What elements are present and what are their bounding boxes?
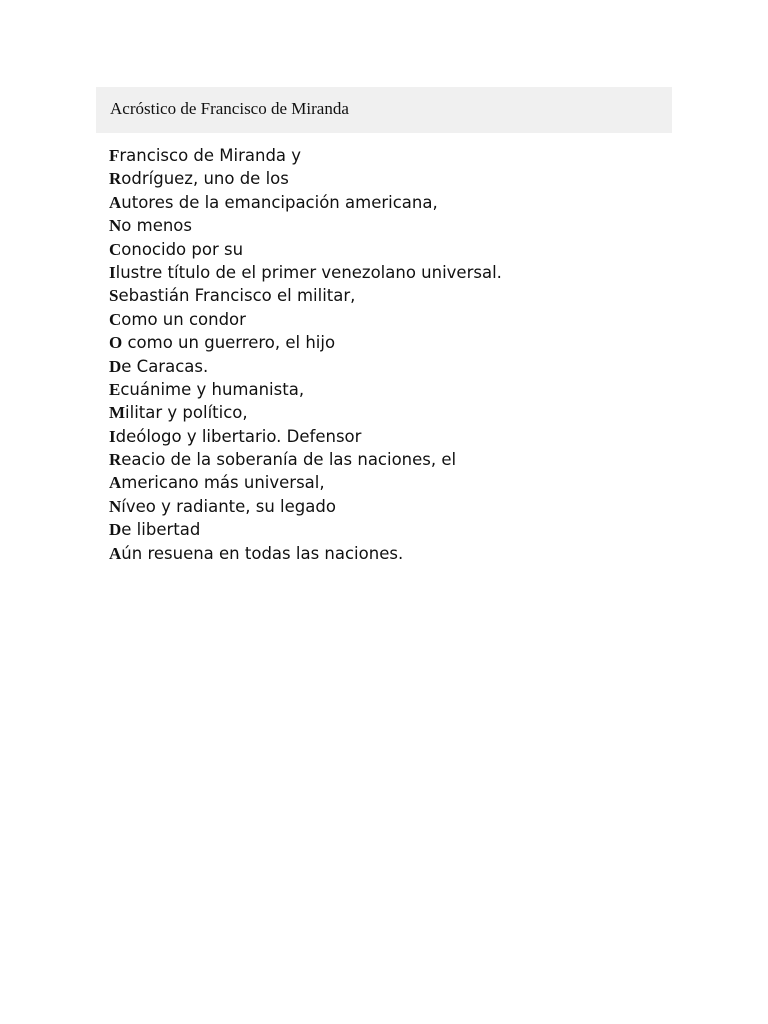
acrostic-poem [109, 144, 669, 565]
line-initial: D [109, 356, 122, 376]
line-text: rancisco de Miranda y [119, 146, 302, 165]
poem-line [109, 425, 669, 448]
line-initial: C [109, 239, 122, 259]
line-text: ilitar y político, [125, 403, 248, 423]
line-initial: I [109, 426, 116, 446]
line-text: utores de la emancipación americana, [121, 192, 438, 212]
poem-line [109, 495, 669, 518]
poem-line [109, 261, 669, 284]
poem-line [109, 191, 669, 214]
line-text: como un guerrero, el hijo [122, 333, 336, 353]
line-initial: R [109, 450, 122, 470]
line-initial: A [109, 473, 122, 493]
document-header [96, 87, 672, 133]
poem-line [109, 448, 669, 471]
poem-line [109, 238, 669, 261]
poem-line [109, 471, 669, 494]
line-text: ún resuena en todas las naciones. [121, 543, 404, 563]
line-initial: S [109, 286, 119, 306]
poem-line [109, 167, 669, 190]
line-text: mericano más universal, [121, 473, 325, 493]
line-initial: D [109, 520, 122, 540]
line-initial: O [109, 333, 123, 353]
poem-line [109, 542, 669, 565]
line-initial: F [109, 146, 120, 165]
poem-line [109, 284, 669, 307]
line-text: omo un condor [121, 309, 246, 329]
line-initial: M [109, 403, 126, 423]
line-text: o menos [121, 216, 192, 236]
poem-line [109, 518, 669, 541]
line-text: lustre título de el primer venezolano universal. [115, 262, 502, 282]
poem-line [109, 355, 669, 378]
line-text: ebastián Francisco el militar, [118, 286, 356, 306]
line-initial: N [109, 496, 122, 516]
line-initial: R [109, 169, 122, 189]
line-initial: I [109, 262, 116, 282]
poem-line [109, 401, 669, 424]
poem-line [109, 331, 669, 354]
line-text: onocido por su [121, 239, 244, 259]
line-initial: A [109, 543, 122, 563]
line-text: odríguez, uno de los [121, 169, 289, 189]
poem-line [109, 214, 669, 237]
poem-line [109, 378, 669, 401]
line-text: deólogo y libertario. Defensor [115, 426, 362, 446]
line-text: cuánime y humanista, [120, 379, 305, 399]
document-title: Acróstico de Francisco de Miranda [110, 99, 349, 118]
line-text: e libertad [121, 520, 201, 540]
line-initial: A [109, 192, 122, 212]
line-text: e Caracas. [121, 356, 209, 376]
line-text: eacio de la soberanía de las naciones, el [121, 450, 457, 470]
line-initial: N [109, 216, 122, 236]
line-initial: C [109, 309, 122, 329]
line-text: íveo y radiante, su legado [121, 496, 336, 516]
poem-line [109, 308, 669, 331]
line-initial: E [109, 379, 121, 399]
poem-line [109, 144, 669, 167]
